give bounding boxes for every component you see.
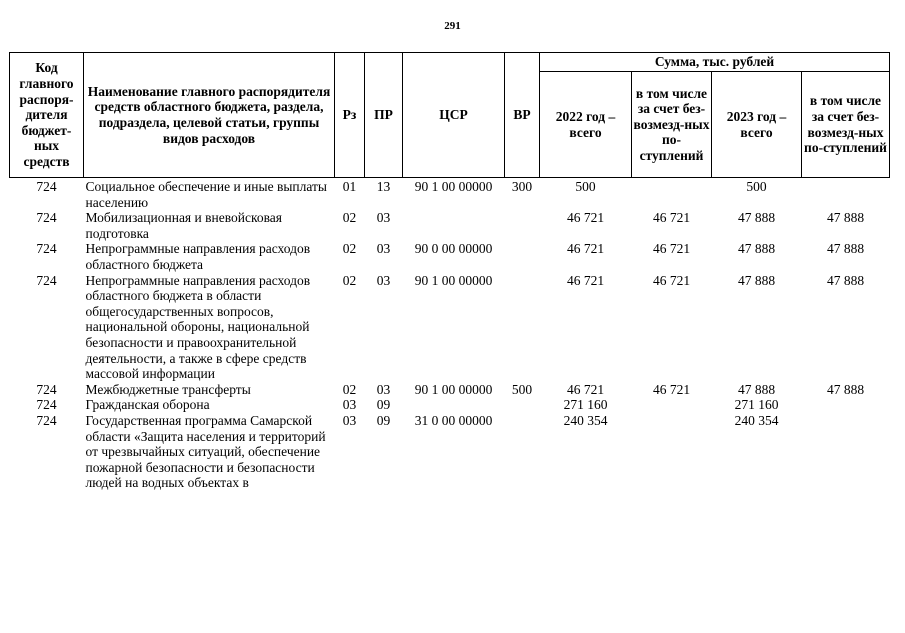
cell-2022-total: 46 721	[566, 381, 605, 397]
cell-code: 724	[36, 412, 57, 428]
cell-2022-gratuitous: 46 721	[652, 272, 691, 288]
cell-vr	[505, 413, 540, 491]
header-2023-gratuitous: в том числе за счет без-возмезд-ных по-ступлений	[802, 72, 890, 178]
cell-2022-total: 240 354	[563, 412, 608, 428]
cell-2022-total: 500	[575, 179, 596, 194]
cell-2023-gratuitous	[802, 178, 890, 211]
header-rz: Рз	[335, 53, 365, 178]
budget-table	[9, 52, 890, 491]
header-csr: ЦСР	[403, 53, 505, 178]
cell-2022-gratuitous: 46 721	[652, 210, 691, 226]
cell-name: Мобилизационная и вневойсковая подготовка	[85, 210, 282, 241]
cell-vr: 300	[511, 179, 533, 194]
header-vr: ВР	[505, 53, 540, 178]
cell-2023-total: 271 160	[734, 397, 779, 413]
cell-vr	[505, 273, 540, 382]
table-row	[10, 382, 890, 398]
header-sum-group: Сумма, тыс. рублей	[540, 53, 890, 72]
cell-csr	[403, 210, 505, 241]
page-number: 291	[444, 20, 461, 32]
cell-code: 724	[36, 241, 57, 257]
cell-name: Социальное обеспечение и иные выплаты населению	[85, 179, 327, 210]
cell-csr: 90 1 00 00000	[414, 272, 493, 288]
cell-2023-total: 500	[746, 179, 767, 194]
cell-name: Гражданская оборона	[85, 397, 210, 413]
cell-csr: 31 0 00 00000	[414, 412, 493, 428]
cell-csr	[403, 397, 505, 413]
table-row	[10, 241, 890, 272]
header-2022-gratuitous: в том числе за счет без-возмезд-ных по-ступлений	[632, 72, 712, 178]
cell-code: 724	[36, 210, 57, 226]
table-row	[10, 413, 890, 491]
cell-2022-gratuitous	[632, 397, 712, 413]
header-2023-total: 2023 год – всего	[712, 72, 802, 178]
table-row	[10, 397, 890, 413]
cell-2022-total: 46 721	[566, 241, 605, 257]
cell-2023-total: 47 888	[737, 381, 776, 397]
cell-name: Непрограммные направления расходов областного бюджета в области общегосударственных вопросов, национальной обороны, национальной безопасности и правоохранительной деятельности, а также в сфере средств массовой информации	[85, 272, 311, 382]
cell-rz: 02	[342, 381, 357, 397]
cell-2023-total: 47 888	[737, 272, 776, 288]
cell-2022-total: 271 160	[563, 397, 608, 413]
cell-vr: 500	[511, 381, 533, 397]
cell-2022-total: 46 721	[566, 272, 605, 288]
table-row	[10, 210, 890, 241]
cell-pr: 03	[376, 272, 391, 288]
cell-rz: 02	[342, 241, 357, 257]
cell-code: 724	[36, 397, 57, 413]
cell-2023-gratuitous	[802, 397, 890, 413]
cell-rz: 01	[342, 179, 357, 194]
header-code: Код главного распоря-дителя бюджет-ных средств	[10, 53, 84, 178]
cell-rz: 03	[342, 397, 357, 413]
cell-code: 724	[36, 179, 57, 194]
cell-2022-gratuitous: 46 721	[652, 241, 691, 257]
cell-pr: 03	[376, 210, 391, 226]
cell-rz: 02	[342, 210, 357, 226]
cell-code: 724	[36, 381, 57, 397]
cell-rz: 03	[342, 412, 357, 428]
cell-2023-gratuitous: 47 888	[826, 241, 865, 257]
header-name: Наименование главного распорядителя средств областного бюджета, раздела, подраздела, целевой статьи, группы видов расходов	[84, 53, 335, 178]
cell-2023-total: 47 888	[737, 241, 776, 257]
cell-pr: 03	[376, 381, 391, 397]
cell-name: Непрограммные направления расходов областного бюджета	[85, 241, 311, 272]
cell-2022-total: 46 721	[566, 210, 605, 226]
cell-2023-total: 240 354	[734, 412, 779, 428]
cell-2022-gratuitous: 46 721	[652, 381, 691, 397]
cell-csr: 90 1 00 00000	[414, 179, 493, 194]
cell-2023-gratuitous: 47 888	[826, 272, 865, 288]
cell-2023-gratuitous: 47 888	[826, 210, 865, 226]
header-pr: ПР	[365, 53, 403, 178]
cell-2023-total: 47 888	[737, 210, 776, 226]
table-row	[10, 273, 890, 382]
cell-csr: 90 0 00 00000	[414, 241, 493, 257]
cell-rz: 02	[342, 272, 357, 288]
cell-2022-gratuitous	[632, 178, 712, 211]
cell-vr	[505, 210, 540, 241]
cell-name: Межбюджетные трансферты	[85, 381, 251, 397]
cell-pr: 09	[376, 397, 391, 413]
cell-2022-gratuitous	[632, 413, 712, 491]
table-row	[10, 178, 890, 211]
cell-csr: 90 1 00 00000	[414, 381, 493, 397]
header-2022-total: 2022 год – всего	[540, 72, 632, 178]
cell-pr: 13	[376, 179, 391, 194]
cell-vr	[505, 397, 540, 413]
cell-name: Государственная программа Самарской области «Защита населения и территорий от чрезвычайных ситуаций, обеспечение пожарной безопасности и безопасности людей на водных объектах в	[85, 412, 326, 491]
cell-vr	[505, 241, 540, 272]
cell-2023-gratuitous	[802, 413, 890, 491]
cell-2023-gratuitous: 47 888	[826, 381, 865, 397]
cell-pr: 09	[376, 412, 391, 428]
budget-rows	[10, 178, 890, 491]
cell-pr: 03	[376, 241, 391, 257]
cell-code: 724	[36, 272, 57, 288]
